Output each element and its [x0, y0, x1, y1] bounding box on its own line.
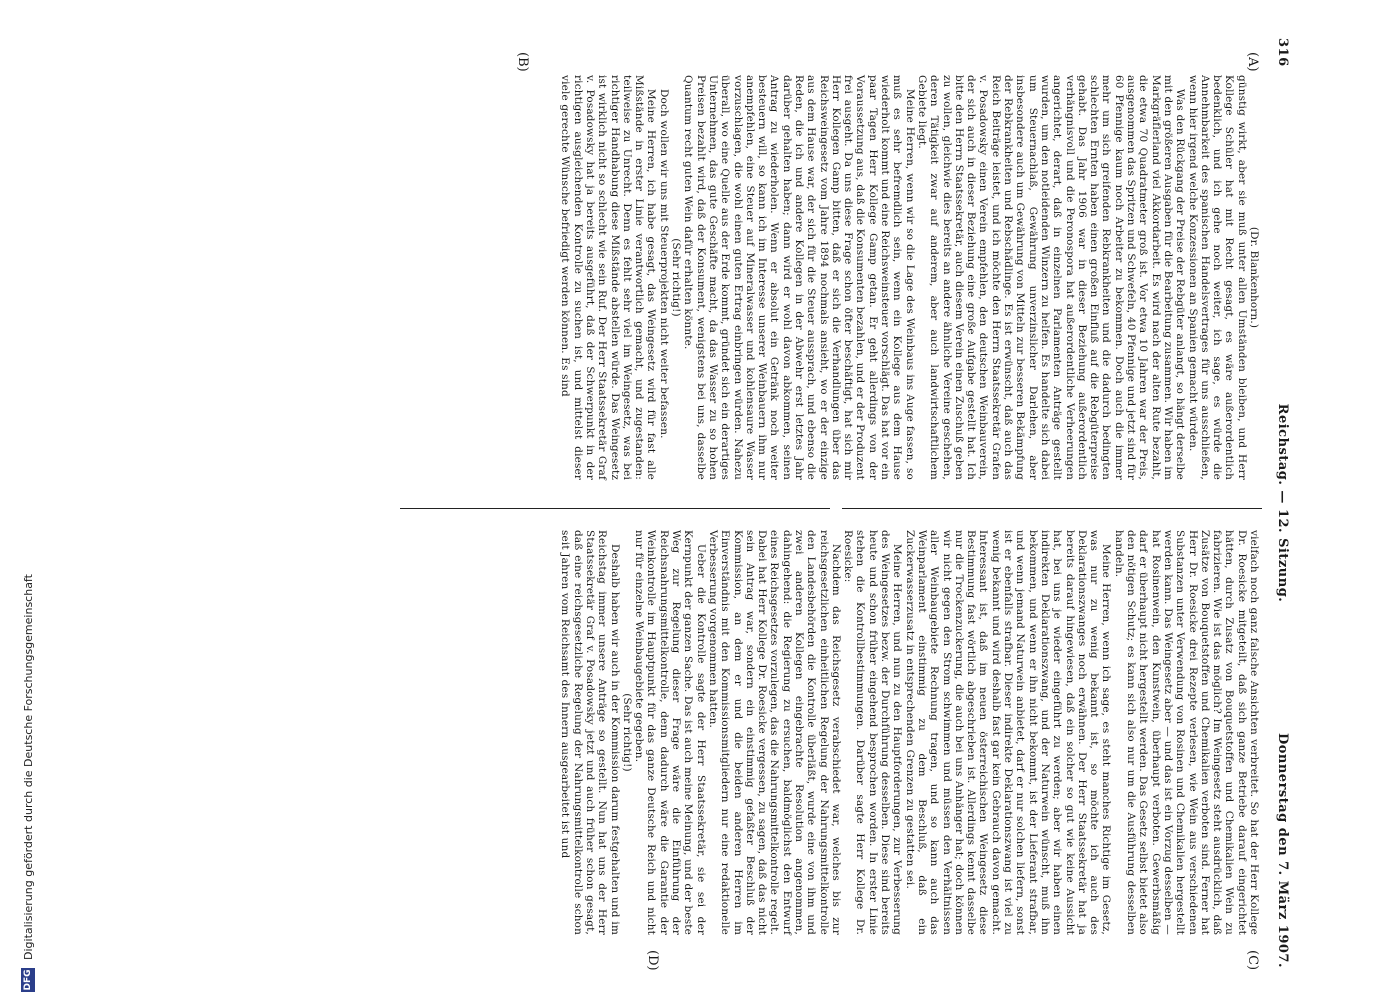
paragraph: vielfach noch ganz falsche Ansichten verbreitet. So hat der Herr Kollege Dr. Roesicke mitgeteilt, daß sich ganze Betriebe darauf eingerichtet hätten, durch Zusatz von Bouquetstoffen und Chemikalien Wein zu fabrizieren. Wie ist das möglich? Im Weingesetz steht ausdrücklich, daß Zusätze von Bouquetstoffen und Chemikalien verboten sind. Ferner hat Herr Dr. Roesicke drei Rezepte verlesen, wie Wein aus verschiedenen Substanzen unter Verwendung von Rosinen und Chemikalien hergestellt werden kann. Das Weingesetz aber — und das ist ein Vorzug desselben — hat Rosinenwein, den Kunstwein, überhaupt verboten. Gewerbsmäßig darf er überhaupt nicht hergestellt werden. Das Gesetz selbst bietet also den nötigen Schutz; es kann sich also nur um die Ausführung desselben handeln. [1112, 530, 1260, 935]
paragraph: Meine Herren, und nun zu den Hauptforderungen, zur Verbesserung des Weingesetzes bezw. der Durchführung desselben. Diese sind bereits heute und schon früher eingehend besprochen worden. In erster Linie stehen die Kontrollbestimmungen. Darüber sagte Herr Kollege Dr. Roesicke: [842, 530, 904, 935]
header-title: Reichstag. — 12. Sitzung. [1275, 403, 1290, 603]
page-header [1268, 38, 1290, 968]
paragraph: Was den Rückgang der Preise der Rebgüter anlangt, so hängt derselbe mit den größeren Ausgaben für die Bearbeitung zusammen. Wir haben im Markgräflerland viel Akkordarbeit. Es wird nach der alten Rute bezahlt, die etwa 70 Quadratmeter groß ist. Vor etwa 10 Jahren war der Preis, ausgenommen das Spritzen und Schwefeln, 40 Pfennige und jetzt sind für 60 Pfennige kaum noch Arbeiter zu bekommen. Doch auch die immer mehr um sich greifenden Rebkrankheiten und die dadurch bedingten schlechten Ernten haben einen großen Einfluß auf die Rebgüterpreise gehabt. Das Jahr 1906 war in dieser Beziehung außerordentlich verhängnisvoll und die Peronospora hat außerordentliche Verheerungen angerichtet, derart, daß in einzelnen Parlamenten Anträge gestellt wurden, um den notleidenden Winzern zu helfen. Es handelte sich dabei um Steuernachlaß, Gewährung unverzinslicher Darlehen, aber insbesondere auch um Gewährung von Mitteln zur besseren Bekämpfung der Rebkrankheiten und Rebschädlinge. Es ist erwünscht, daß auch das Reich Beiträge leistet, und ich möchte den Herrn Staatssekretär Grafen v. Posadowsky einen Verein empfehlen, den deutschen Weinbauverein, der sich auch in dieser Beziehung eine große Aufgabe gestellt hat. Ich bitte den Herrn Staatssekretär, auch diesem Verein einen Zuschuß geben zu wollen, gleichwie dies bereits an andere ähnliche Vereine geschehen, deren Tätigkeit zwar auf anderem, aber auch landwirtschaftlichem Gebiete liegt. [915, 75, 1187, 480]
margin-marker-b: (B) [515, 52, 530, 72]
paragraph: Meine Herren, wenn wir so die Lage des Weinbaus ins Auge fassen, so muß es sehr befremdlich sein, wenn ein Kollege aus dem Hause wiederholt kommt und eine Reichsweinsteuer vorschlägt. Das hat vor ein paar Tagen Herr Kollege Gamp getan. Er geht allerdings von der Voraussetzung aus, daß die Konsumenten bezahlen, und er der Produzent frei ausgeht. Da uns diese Frage schon öfter beschäftigt, hat sich mir Herr Kollegen Gamp bitten, daß er sich die Verhandlungen über das Reichsweingesetz vom Jahre 1894 nochmals ansieht, wo er der einzige aus dem Hause war, der sich für die Steuer aussprach, und ebenso die Reden, die ich und andere Kollegen in der Abwehr erst letztes Jahr darüber gehalten haben; dann wird er wohl davon abkommen, seinen Antrag zu wiederholen. Wenn er absolut ein Getränk noch weiter besteuern will, so kann ich im Interesse unserer Weinbauern ihm nur anempfehlen, eine Steuer auf Mineralwasser und kohlensaure Wasser vorzuschlagen, die wohl einen guten Ertrag einbringen würden. Nahezu überall, wo eine Quelle aus der Erde kommt, gründet sich ein derartiges Unternehmen, das gute Geschäfte macht, da das Wasser zu so hohen Preisen bezahlt wird, daß der Konsument, wenigstens bei uns, dasselbe Quantum recht guten Wein dafür erhalten könnte. [682, 75, 916, 480]
header-date: Donnerstag den 7. März 1907. [1275, 732, 1290, 968]
column-divider [400, 508, 830, 509]
margin-marker-c: (C) [1245, 950, 1260, 971]
funding-note: Digitalisierung gefördert durch die Deutsche Forschungsgemeinschaft [22, 574, 35, 960]
left-column [559, 75, 1260, 480]
margin-marker-d: (D) [645, 950, 660, 971]
digitization-footer [20, 0, 40, 1000]
dfg-logo: DFG [23, 969, 33, 991]
margin-marker-a: (A) [1245, 52, 1260, 72]
page-number: 316 [1275, 38, 1290, 67]
interjection: (Sehr richtig!) [620, 693, 633, 772]
paragraph: Doch wollen wir uns mit Steuerprojekten nicht weiter befassen. [657, 89, 670, 439]
interjection: (Sehr richtig!) [670, 238, 683, 317]
paragraph: Meine Herren, wenn ich sage, es steht manches Richtige im Gesetz, was nur zu wenig bekannt ist, so möchte ich auch des Deklarationszwanges noch erwähnen. Der Herr Staatssekretär hat ja bereits darauf hingewiesen, daß ein solcher so gut wie keine Aussicht hat, bei uns je wieder eingeführt zu werden; aber wir haben einen indirekten Deklarationszwang, und der Naturwein wünscht, muß ihn bekommen, und wenn er ihn nicht bekommt, ist der Lieferant strafbar, und wenn jemand Naturwein anbietet, darf er nur solchen liefern, sonst ist er ebenfalls strafbar. Dieser indirekte Deklarationszwang ist viel zu wenig bekannt und wird deshalb fast gar kein Gebrauch davon gemacht. Interessant ist, daß im neuen österreichischen Weingesetz diese Bestimmung fast wörtlich abgeschrieben ist. Allerdings kennt dasselbe nur die Trockenzuckerung, die auch bei uns Anhänger hat; doch können wir nicht gegen den Strom schwimmen und müssen den Verhältnissen aller Weinbaugebiete Rechnung tragen, und so kann auch das Weinparlament einstimmig zu dem Beschluß, daß ein Zuckerwasserzusatz in entsprechenden Grenzen zu gestatten sei. [903, 530, 1113, 935]
speaker-label: (Dr. Blankenhorn.) [1248, 226, 1260, 329]
paragraph: Deshalb haben wir auch in der Kommission darum festgehalten und im Reichstag immer unsere Anträge so gestellt. Nun hat uns der Herr Staatssekretär Graf v. Posadowsky jetzt und auch früher schon gesagt, daß eine reichsgesetzliche Regelung der Nahrungsmittelkontrolle schon seit Jahren vom Reichsamt des Innern ausgearbeitet ist und [559, 530, 621, 935]
paragraph: Meine Herren, ich habe gesagt, das Weingesetz wird für fast alle Mißstände in erster Linie verantwortlich gemacht, und zugestanden: teilweise zu Unrecht. Denn es fehlt sehr viel im Weingesetz, was bei richtiger Handhabung diese Mißstände abstellen würde. Das Weingesetz ist wirklich nicht so schlecht wie sein Ruf. Der Herr Staatssekretär Graf v. Posadowsky hat ja bereits ausgeführt, daß der Schwerpunkt in der richtigen ausgleichenden Kontrolle zu suchen ist, und mittelst dieser viele gerechte Wünsche befriedigt werden können. Es sind [559, 75, 658, 480]
paragraph: Ueber die Kontrolle sagte der Herr Staatssekretär, sie sei der Kernpunkt der ganzen Sache. Das ist auch meine Meinung, und der beste Weg zur Regelung dieser Frage wäre die Einführung der Reichsnahrungsmittelkontrolle, denn dadurch wäre die Garantie der Weinkontrolle im Hauptpunkt für das ganze Deutsche Reich und nicht nur für einzelne Weinbaugebiete gegeben. [633, 530, 707, 935]
column-divider [842, 508, 1262, 509]
right-column [559, 530, 1260, 935]
paragraph: Nachdem das Reichsgesetz verabschiedet war, welches bis zur reichsgesetzlichen einheitlichen Regelung der Nahrungsmittelkontrolle den Landesbehörden die Kontrolle überläßt, wurde eine von ihm und zwei anderen Kollegen eingebrachte Resolution angenommen, dahingehend: die Regierung zu ersuchen, baldmöglichst den Entwurf eines Reichsgesetzes vorzulegen, das die Nahrungsmittelkontrolle regelt. Dabei hat Herr Kollege Dr. Roesicke vergessen, zu sagen, daß das nicht sein Antrag war, sondern ein einstimmig gefaßter Beschluß der Kommission, an dem er und die beiden anderen Herren im Einverständnis mit den Kommissionsmitgliedern nur eine redaktionelle Verbesserung vorgenommen hatten. [706, 530, 842, 935]
paragraph: günstig wirkt, aber sie muß unter allen Umständen bleiben, und Herr Kollege Schüler hat mit Recht gesagt, es wäre außerordentlich bedenklich, und ich gehe noch weiter, ich sage, es würde die Annehmbarkeit des spanischen Handelsvertrages für uns ausschließen, wenn hier irgend welche Konzessionen an Spanien gemacht würden. [1186, 75, 1248, 480]
